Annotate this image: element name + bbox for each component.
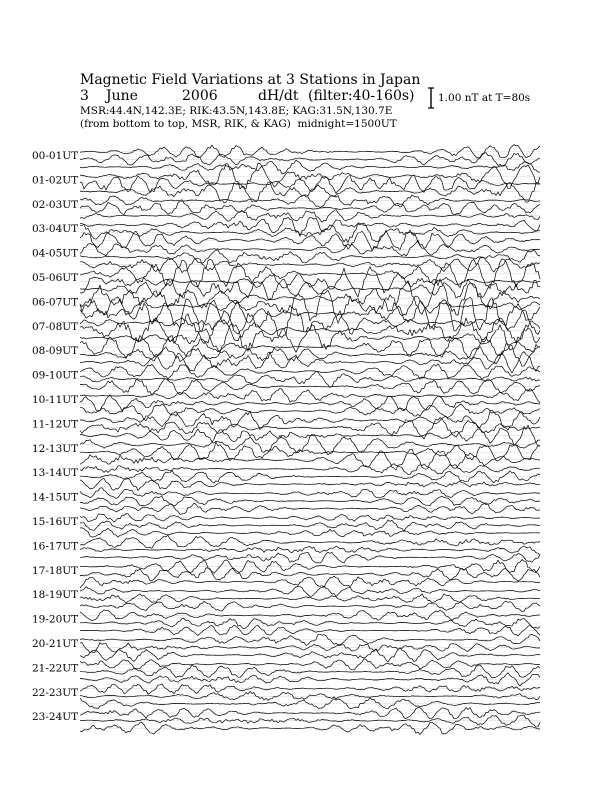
date-day: 3	[80, 88, 89, 104]
trace-kag	[80, 195, 540, 208]
trace-rik	[80, 290, 540, 323]
trace-kag	[80, 586, 540, 596]
date-year: 2006	[182, 88, 218, 104]
trace-kag	[80, 488, 540, 499]
trace-kag	[80, 217, 540, 236]
trace-msr	[80, 404, 540, 420]
trace-kag	[80, 464, 540, 475]
hour-label: 00-01UT	[32, 150, 79, 162]
hour-label: 09-10UT	[32, 369, 79, 382]
trace-msr	[80, 552, 540, 563]
hour-label: 16-17UT	[32, 540, 79, 553]
trace-kag	[80, 610, 540, 621]
hour-label: 12-13UT	[32, 442, 79, 455]
hour-label: 10-11UT	[32, 394, 79, 406]
hour-label: 06-07UT	[32, 296, 79, 309]
trace-msr	[80, 698, 540, 709]
hour-label: 07-08UT	[32, 320, 79, 333]
trace-rik	[80, 691, 540, 700]
hour-label: 21-22UT	[32, 662, 79, 675]
trace-rik	[80, 395, 540, 412]
hour-label: 14-15UT	[32, 491, 79, 504]
trace-msr	[80, 230, 540, 251]
hour-label: 23-24UT	[32, 711, 79, 724]
hour-label: 13-14UT	[32, 467, 79, 480]
trace-rik	[80, 442, 540, 461]
trace-kag	[80, 145, 540, 158]
hour-label: 19-20UT	[32, 613, 79, 626]
trace-kag	[80, 279, 540, 315]
hour-label: 01-02UT	[32, 174, 79, 187]
hour-label: 02-03UT	[32, 198, 79, 211]
hour-label: 15-16UT	[32, 516, 79, 528]
trace-kag	[80, 364, 540, 380]
quantity-label: dH/dt	[258, 88, 299, 104]
hour-label: 04-05UT	[32, 247, 79, 260]
trace-kag	[80, 684, 540, 694]
trace-rik	[80, 371, 540, 387]
trace-rik	[80, 200, 540, 215]
chart-title: Magnetic Field Variations at 3 Stations in Japan	[80, 72, 421, 88]
trace-rik	[80, 715, 540, 727]
hour-label: 11-12UT	[32, 418, 79, 431]
midnight-note: midnight=1500UT	[297, 118, 397, 130]
trace-msr	[80, 528, 540, 538]
hour-label: 20-21UT	[32, 638, 79, 650]
trace-rik	[80, 496, 540, 506]
scale-bar-label: 1.00 nT at T=80s	[438, 92, 531, 104]
date-month: June	[106, 88, 138, 104]
hour-label: 17-18UT	[32, 564, 79, 577]
hour-label: 18-19UT	[32, 589, 79, 602]
order-note: (from bottom to top, MSR, RIK, & KAG)	[80, 118, 291, 130]
stations-coordinates: MSR:44.4N,142.3E; RIK:43.5N,143.8E; KAG:31.5N,130.7E	[80, 105, 393, 117]
hour-label: 03-04UT	[32, 223, 79, 236]
trace-rik	[80, 250, 540, 264]
trace-rik	[80, 618, 540, 628]
trace-rik	[80, 175, 540, 193]
trace-kag	[80, 411, 540, 430]
trace-rik	[80, 568, 540, 581]
filter-label: (filter:40-160s)	[308, 88, 415, 104]
trace-msr	[80, 625, 540, 636]
hour-label: 05-06UT	[32, 272, 79, 284]
hour-label: 08-09UT	[32, 345, 79, 358]
trace-kag	[80, 307, 540, 337]
trace-rik	[80, 665, 540, 678]
hour-label: 22-23UT	[32, 686, 79, 699]
